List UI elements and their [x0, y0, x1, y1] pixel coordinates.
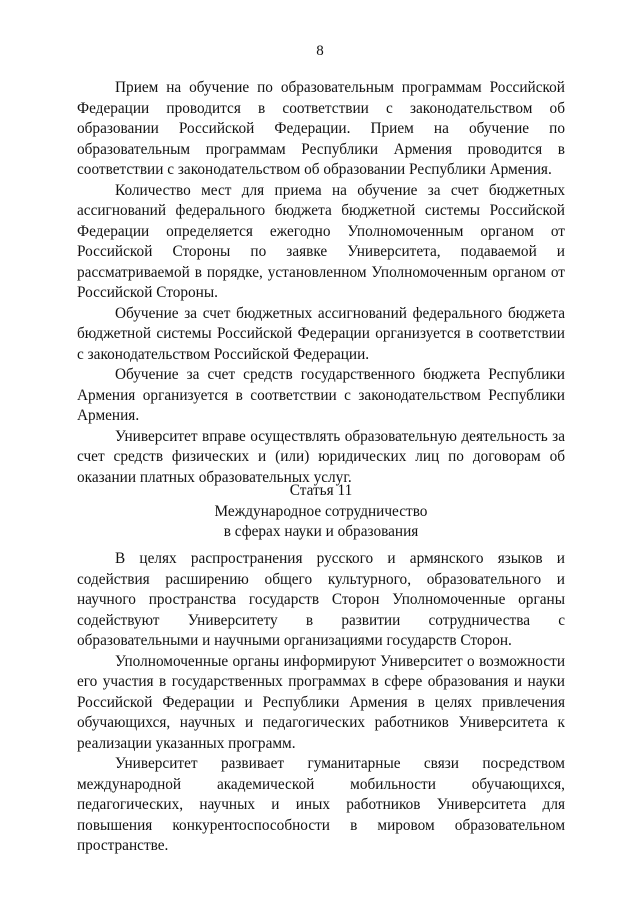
body-text-article-11 [77, 549, 565, 857]
paragraph-admission: Прием на обучение по образовательным программам Российской Федерации проводится в соответствии с законодательством об образовании Российской Федерации. Прием на обучение по образовательным программам Республики Армения проводится в соответствии с законодательством об образовании Республики Армения. [77, 79, 565, 178]
paragraph-paid-services: Университет вправе осуществлять образовательную деятельность за счет средств физических и (или) юридических лиц по договорам об оказании платных образовательных услуг. [77, 427, 565, 486]
paragraph-state-programs: Уполномоченные органы информируют Университет о возможности его участия в государственных программах в сфере образования и науки Российской Федерации и Республики Армения в целях привлечения обучающихся, научных и педагогических работников Университета к реализации указанных программ. [77, 652, 565, 752]
article-title-line-2: в сферах науки и образования [223, 523, 419, 540]
page-number: 8 [316, 43, 324, 59]
paragraph-budget-places: Количество мест для приема на обучение за счет бюджетных ассигнований федерального бюджета бюджетной системы Российской Федерации определяется ежегодно Уполномоченным органом от Российской Стороны по заявке Университета, подаваемой и рассматриваемой в порядке, установленном Уполномоченным органом от Российской Стороны. [77, 181, 565, 301]
article-heading [77, 481, 565, 543]
article-title-line-1: Международное сотрудничество [214, 502, 428, 520]
paragraph-academic-mobility: Университет развивает гуманитарные связи посредством международной академической мобильности обучающихся, педагогических, научных и иных работников Университета для повышения конкурентоспособности в мировом образовательном пространстве. [77, 755, 565, 854]
paragraph-federal-budget-training: Обучение за счет бюджетных ассигнований федерального бюджета бюджетной системы Российской Федерации организуется в соответствии с законодательством Российской Федерации. [77, 304, 565, 363]
paragraph-armenia-budget-training: Обучение за счет средств государственного бюджета Республики Армения организуется в соответствии с законодательством Республики Армения. [77, 366, 565, 424]
article-number: Статья 11 [289, 482, 353, 499]
body-text-before-article [77, 78, 565, 488]
paragraph-language-cooperation: В целях распространения русского и армянского языков и содействия расширению общего культурного, образовательного и научного пространства государств Сторон Уполномоченные органы содействуют Университету в развитии сотрудничества с образовательными и научными организациями государств Сторон. [77, 550, 565, 649]
